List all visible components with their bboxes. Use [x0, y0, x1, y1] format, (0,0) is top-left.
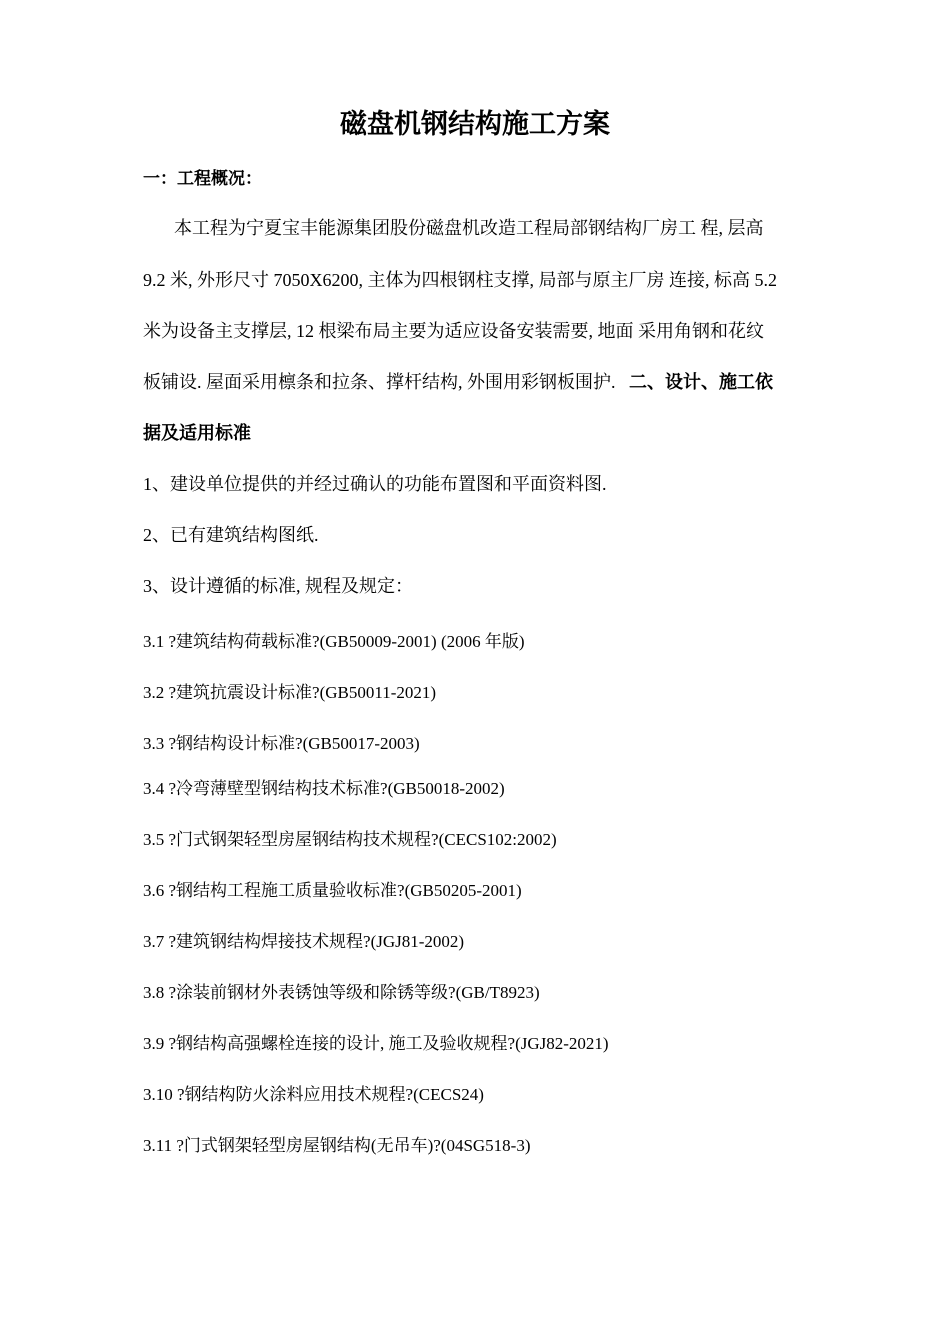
basis-item-1: 1、建设单位提供的并经过确认的功能布置图和平面资料图. [143, 474, 607, 494]
standard-item-3-8: 3.8 ?涂装前钢材外表锈蚀等级和除锈等级?(GB/T8923) [143, 983, 540, 1002]
basis-item-3: 3、设计遵循的标准, 规程及规定： [143, 576, 413, 596]
document-title: 磁盘机钢结构施工方案 [340, 109, 610, 139]
section-heading-design-basis-part2: 据及适用标准 [143, 423, 251, 443]
standard-item-3-1: 3.1 ?建筑结构荷载标准?(GB50009-2001) (2006 年版) [143, 632, 525, 651]
standard-item-3-4: 3.4 ?冷弯薄壁型钢结构技术标准?(GB50018-2002) [143, 779, 505, 798]
standard-item-3-5: 3.5 ?门式钢架轻型房屋钢结构技术规程?(CECS102:2002) [143, 830, 557, 849]
section-heading-design-basis-part1: 二、设计、施工依 [629, 372, 773, 392]
overview-line-4-text: 板铺设. 屋面采用檩条和拉条、撑杆结构, 外围用彩钢板围护. [143, 372, 616, 392]
overview-line-3: 米为设备主支撑层, 12 根梁布局主要为适应设备安装需要, 地面 采用角钢和花纹 [143, 321, 764, 341]
standard-item-3-9: 3.9 ?钢结构高强螺栓连接的设计, 施工及验收规程?(JGJ82-2021) [143, 1034, 609, 1053]
standard-item-3-2: 3.2 ?建筑抗震设计标准?(GB50011-2021) [143, 683, 437, 702]
section-heading-overview: 一：工程概况： [143, 169, 262, 188]
overview-line-4 [143, 370, 773, 394]
standard-item-3-6: 3.6 ?钢结构工程施工质量验收标准?(GB50205-2001) [143, 881, 522, 900]
standard-item-3-3: 3.3 ?钢结构设计标准?(GB50017-2003) [143, 734, 420, 753]
standard-item-3-10: 3.10 ?钢结构防火涂料应用技术规程?(CECS24) [143, 1085, 484, 1104]
overview-line-1: 本工程为宁夏宝丰能源集团股份磁盘机改造工程局部钢结构厂房工 程, 层高 [174, 218, 764, 238]
overview-line-2: 9.2 米, 外形尺寸 7050X6200, 主体为四根钢柱支撑, 局部与原主厂房 连接, 标高 5.2 [143, 270, 777, 290]
standard-item-3-11: 3.11 ?门式钢架轻型房屋钢结构(无吊车)?(04SG518-3) [143, 1136, 531, 1155]
basis-item-2: 2、已有建筑结构图纸. [143, 525, 319, 545]
standard-item-3-7: 3.7 ?建筑钢结构焊接技术规程?(JGJ81-2002) [143, 932, 465, 951]
